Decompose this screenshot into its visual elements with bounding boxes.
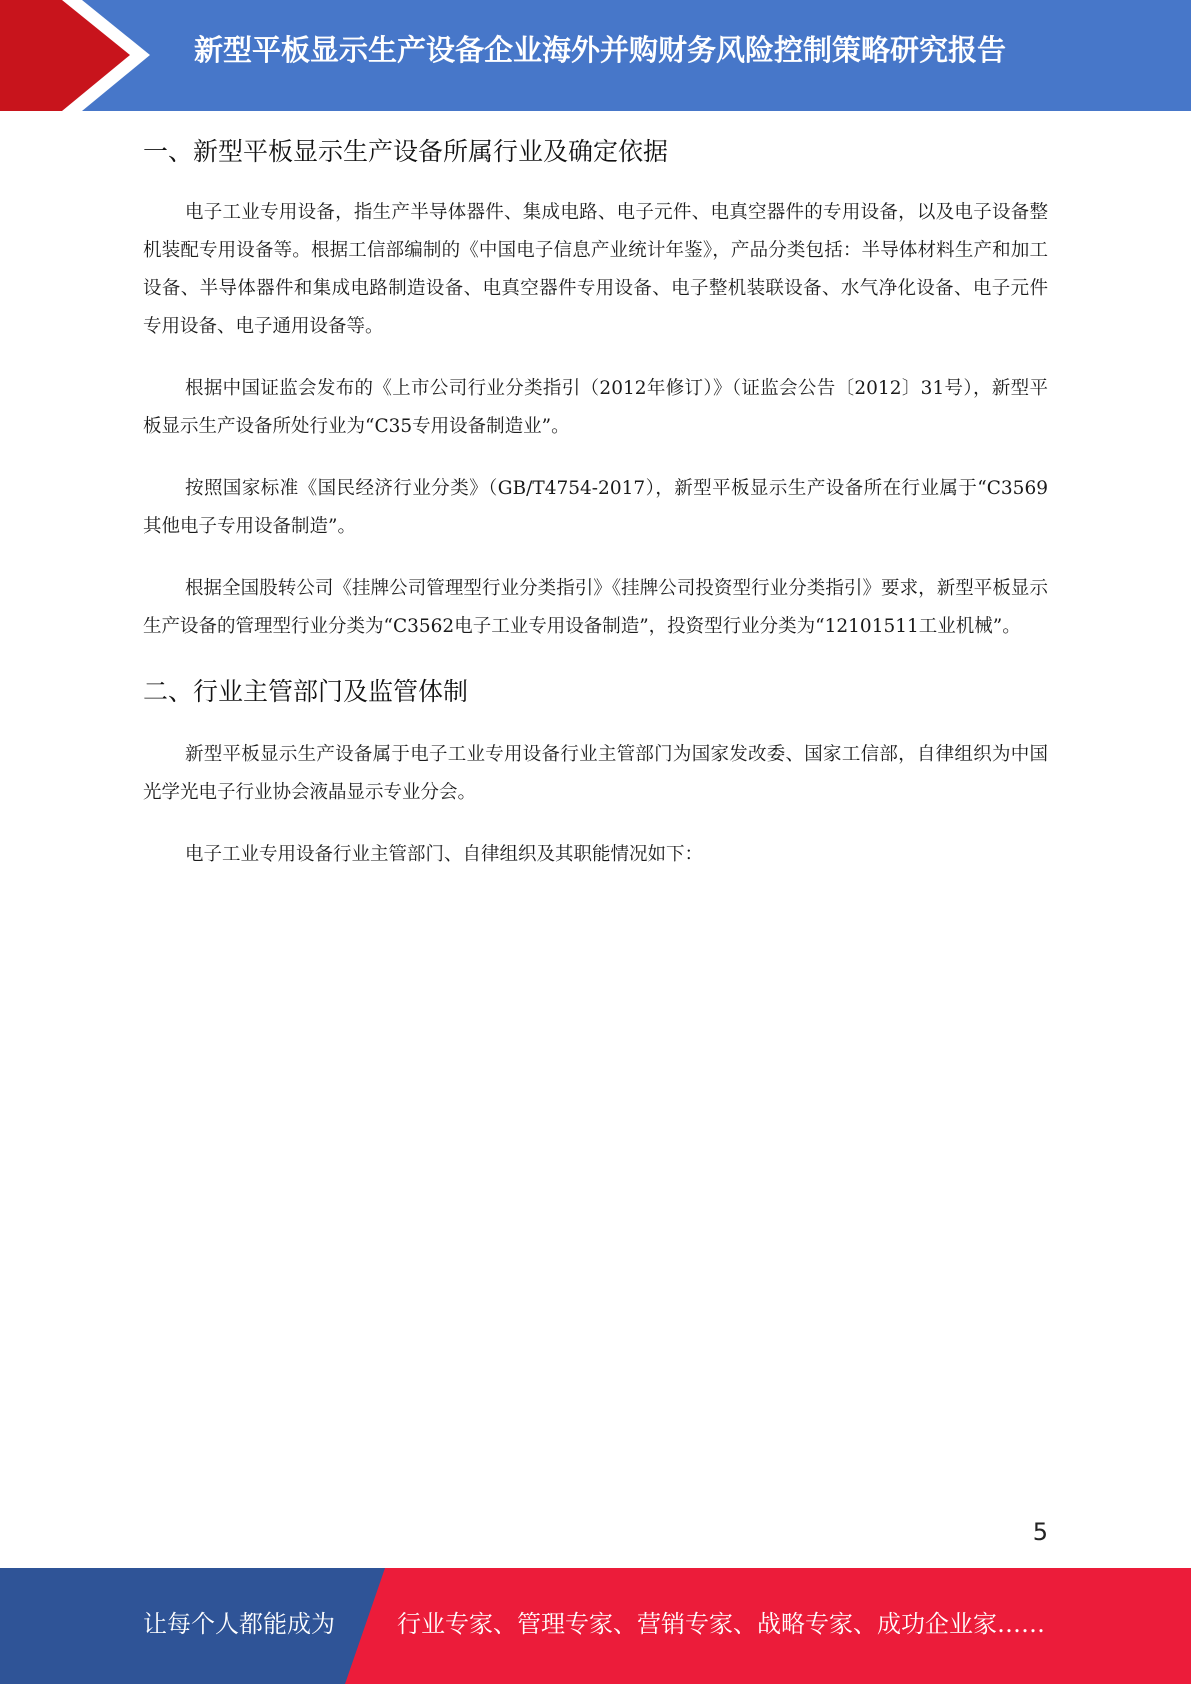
document-title: 新型平板显示生产设备企业海外并购财务风险控制策略研究报告 (193, 33, 1006, 67)
section-1-paragraph-1: 电子工业专用设备，指生产半导体器件、集成电路、电子元件、电真空器件的专用设备，以及电子设备整机装配专用设备等。根据工信部编制的《中国电子信息产业统计年鉴》，产品分类包括：半导体材料生产和加工设备、半导体器件和集成电路制造设备、电真空器件专用设备、电子整机装联设备、水气净化设备、电子元件专用设备、电子通用设备等。 (143, 202, 1048, 337)
footer-slogan-left: 让每个人都能成为 (143, 1610, 335, 1638)
section-2-paragraph-2: 电子工业专用设备行业主管部门、自律组织及其职能情况如下： (185, 844, 704, 865)
section-2-paragraph-1: 新型平板显示生产设备属于电子工业专用设备行业主管部门为国家发改委、国家工信部，自律组织为中国光学光电子行业协会液晶显示专业分会。 (143, 744, 1048, 803)
footer-banner (0, 1568, 1191, 1684)
section-1-paragraph-3: 按照国家标准《国民经济行业分类》（GB/T4754-2017），新型平板显示生产设备所在行业属于“C3569其他电子专用设备制造”。 (143, 478, 1048, 537)
page-number: 5 (1032, 1518, 1048, 1546)
section-1-paragraph-4: 根据全国股转公司《挂牌公司管理型行业分类指引》《挂牌公司投资型行业分类指引》要求，新型平板显示生产设备的管理型行业分类为“C3562电子工业专用设备制造”，投资型行业分类为“12101511工业机械”。 (143, 578, 1048, 637)
section-2-heading: 二、行业主管部门及监管体制 (143, 677, 469, 706)
header-chevron-decoration (0, 0, 170, 111)
footer-slogan-right: 行业专家、管理专家、营销专家、战略专家、成功企业家…… (397, 1610, 1045, 1638)
section-1-paragraph-2: 根据中国证监会发布的《上市公司行业分类指引（2012年修订）》（证监会公告〔2012〕31号），新型平板显示生产设备所处行业为“C35专用设备制造业”。 (143, 378, 1048, 437)
section-1-heading: 一、新型平板显示生产设备所属行业及确定依据 (143, 137, 669, 166)
document-body (143, 128, 1048, 898)
header-banner (0, 0, 1191, 111)
